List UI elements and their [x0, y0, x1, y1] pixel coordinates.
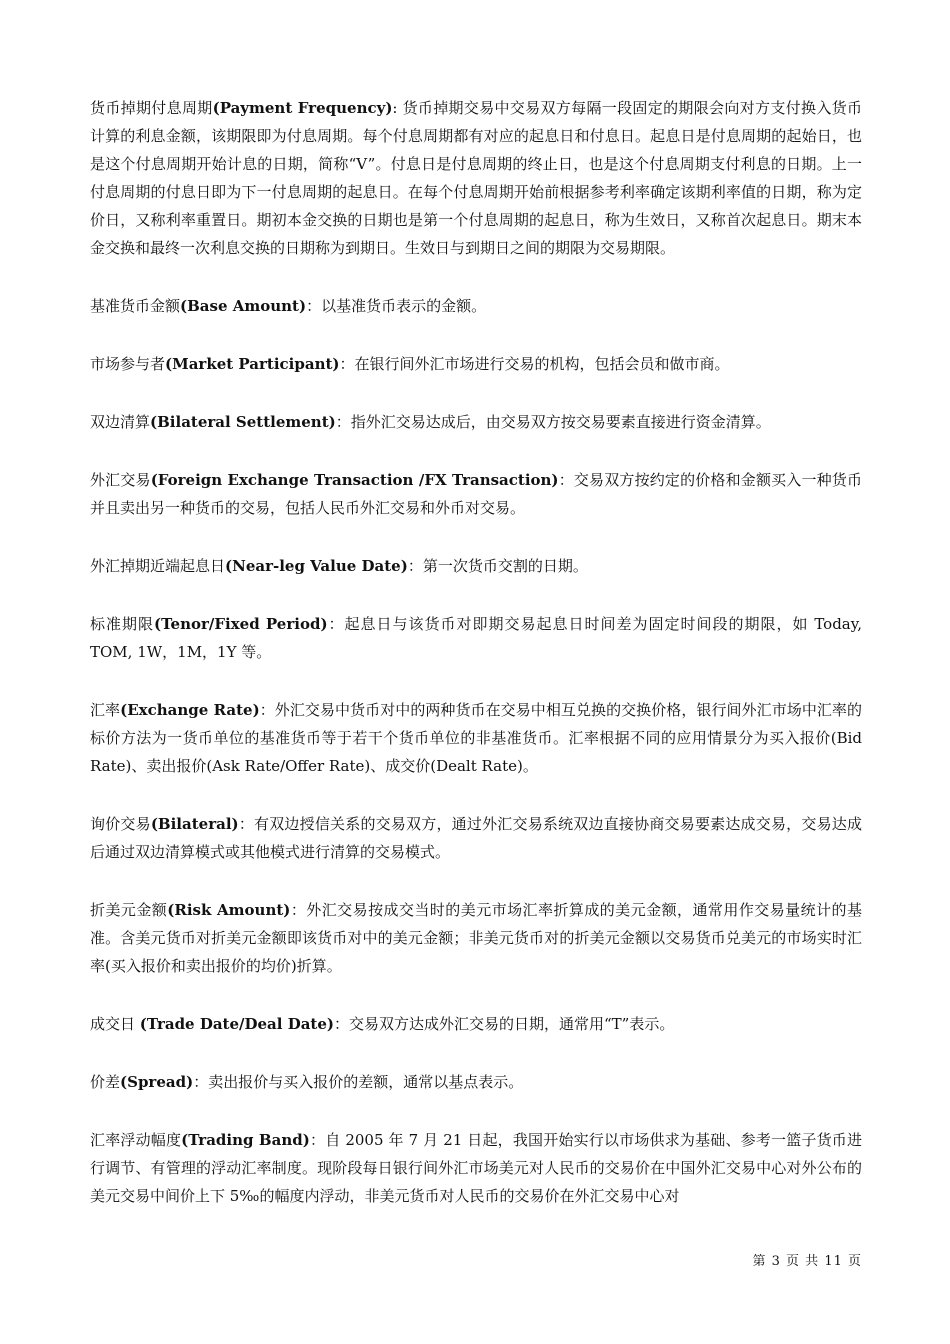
entry-term: (Payment Frequency)	[212, 99, 393, 117]
glossary-entry-tenor	[90, 610, 862, 666]
entry-body: ：外汇交易按成交当时的美元市场汇率折算成的美元金额，通常用作交易量统计的基准。含美元货币对折美元金额即该货币对中的美元金额；非美元货币对的折美元金额以交易货币兑美元的市场实时汇率(买入报价和卖出报价的均价)折算。	[90, 901, 862, 975]
entry-body: ：外汇交易中货币对中的两种货币在交易中相互兑换的交换价格，银行间外汇市场中汇率的标价方法为一货币单位的基准货币等于若干个货币单位的非基准货币。汇率根据不同的应用情景分为买入报价(Bid Rate)、卖出报价(Ask Rate/Offer Rate)、成交价(Dealt Rate)。	[90, 701, 862, 775]
entry-term: (Tenor/Fixed Period)	[154, 615, 328, 633]
entry-body: ：交易双方达成外汇交易的日期，通常用“T”表示。	[334, 1015, 675, 1033]
glossary-entry-bilateral-settlement	[90, 408, 862, 436]
entry-term: (Foreign Exchange Transaction /FX Transaction)	[150, 471, 559, 489]
entry-term: (Trade Date/Deal Date)	[139, 1015, 334, 1033]
entry-lead: 汇率	[90, 701, 121, 719]
glossary-entry-fx-transaction	[90, 466, 862, 522]
glossary-entry-exchange-rate	[90, 696, 862, 780]
entry-body: : 货币掉期交易中交易双方每隔一段固定的期限会向对方支付换入货币计算的利息金额，该期限即为付息周期。每个付息周期都有对应的起息日和付息日。起息日是付息周期的起始日，也是这个付息周期开始计息的日期，简称“V”。付息日是付息周期的终止日，也是这个付息周期支付利息的日期。上一付息周期的付息日即为下一付息周期的起息日。在每个付息周期开始前根据参考利率确定该期利率值的日期，称为定价日，又称利率重置日。期初本金交换的日期也是第一个付息周期的起息日，称为生效日，又称首次起息日。期末本金交换和最终一次利息交换的日期称为到期日。生效日与到期日之间的期限为交易期限。	[90, 99, 862, 257]
entry-lead: 折美元金额	[90, 901, 168, 919]
entry-body: ：在银行间外汇市场进行交易的机构，包括会员和做市商。	[339, 355, 730, 373]
entry-lead: 双边清算	[90, 413, 151, 431]
entry-term: (Spread)	[120, 1073, 194, 1091]
entry-lead: 市场参与者	[90, 355, 166, 373]
entry-term: (Trading Band)	[181, 1131, 310, 1149]
glossary-body	[90, 94, 862, 1210]
entry-term: (Base Amount)	[180, 297, 307, 315]
entry-term: (Risk Amount)	[167, 901, 291, 919]
entry-body: ：以基准货币表示的金额。	[306, 297, 487, 315]
glossary-entry-spread	[90, 1068, 862, 1096]
entry-body: ：交易双方按约定的价格和金额买入一种货币并且卖出另一种货币的交易，包括人民币外汇交易和外币对交易。	[90, 471, 862, 517]
glossary-entry-market-participant	[90, 350, 862, 378]
entry-term: (Bilateral Settlement)	[150, 413, 336, 431]
glossary-entry-trade-date	[90, 1010, 862, 1038]
entry-lead: 成交日	[90, 1015, 140, 1033]
entry-term: (Market Participant)	[165, 355, 340, 373]
entry-body: ：自 2005 年 7 月 21 日起，我国开始实行以市场供求为基础、参考一篮子货币进行调节、有管理的浮动汇率制度。现阶段每日银行间外汇市场美元对人民币的交易价在中国外汇交易中心对外公布的美元交易中间价上下 5‰的幅度内浮动，非美元货币对人民币的交易价在外汇交易中心对	[90, 1131, 862, 1205]
entry-term: (Bilateral)	[150, 815, 239, 833]
entry-body: ：第一次货币交割的日期。	[407, 557, 588, 575]
page-number: 第 3 页 共 11 页	[752, 1254, 862, 1269]
glossary-entry-near-leg-value-date	[90, 552, 862, 580]
entry-body: ：有双边授信关系的交易双方，通过外汇交易系统双边直接协商交易要素达成交易，交易达成后通过双边清算模式或其他模式进行清算的交易模式。	[90, 815, 862, 861]
entry-lead: 外汇交易	[90, 471, 151, 489]
entry-lead: 外汇掉期近端起息日	[90, 557, 226, 575]
entry-body: ：卖出报价与买入报价的差额，通常以基点表示。	[193, 1073, 524, 1091]
entry-body: ：起息日与该货币对即期交易起息日时间差为固定时间段的期限，如 Today, TOM, 1W，1M，1Y 等。	[90, 615, 862, 661]
glossary-entry-payment-frequency	[90, 94, 862, 262]
entry-lead: 价差	[90, 1073, 121, 1091]
glossary-entry-bilateral	[90, 810, 862, 866]
entry-lead: 基准货币金额	[90, 297, 181, 315]
entry-term: (Exchange Rate)	[120, 701, 260, 719]
glossary-entry-risk-amount	[90, 896, 862, 980]
entry-lead: 货币掉期付息周期	[90, 99, 213, 117]
glossary-entry-trading-band	[90, 1126, 862, 1210]
entry-lead: 标准期限	[90, 615, 155, 633]
glossary-entry-base-amount	[90, 292, 862, 320]
entry-term: (Near-leg Value Date)	[225, 557, 408, 575]
entry-lead: 汇率浮动幅度	[90, 1131, 182, 1149]
entry-body: ：指外汇交易达成后，由交易双方按交易要素直接进行资金清算。	[335, 413, 771, 431]
entry-lead: 询价交易	[90, 815, 151, 833]
